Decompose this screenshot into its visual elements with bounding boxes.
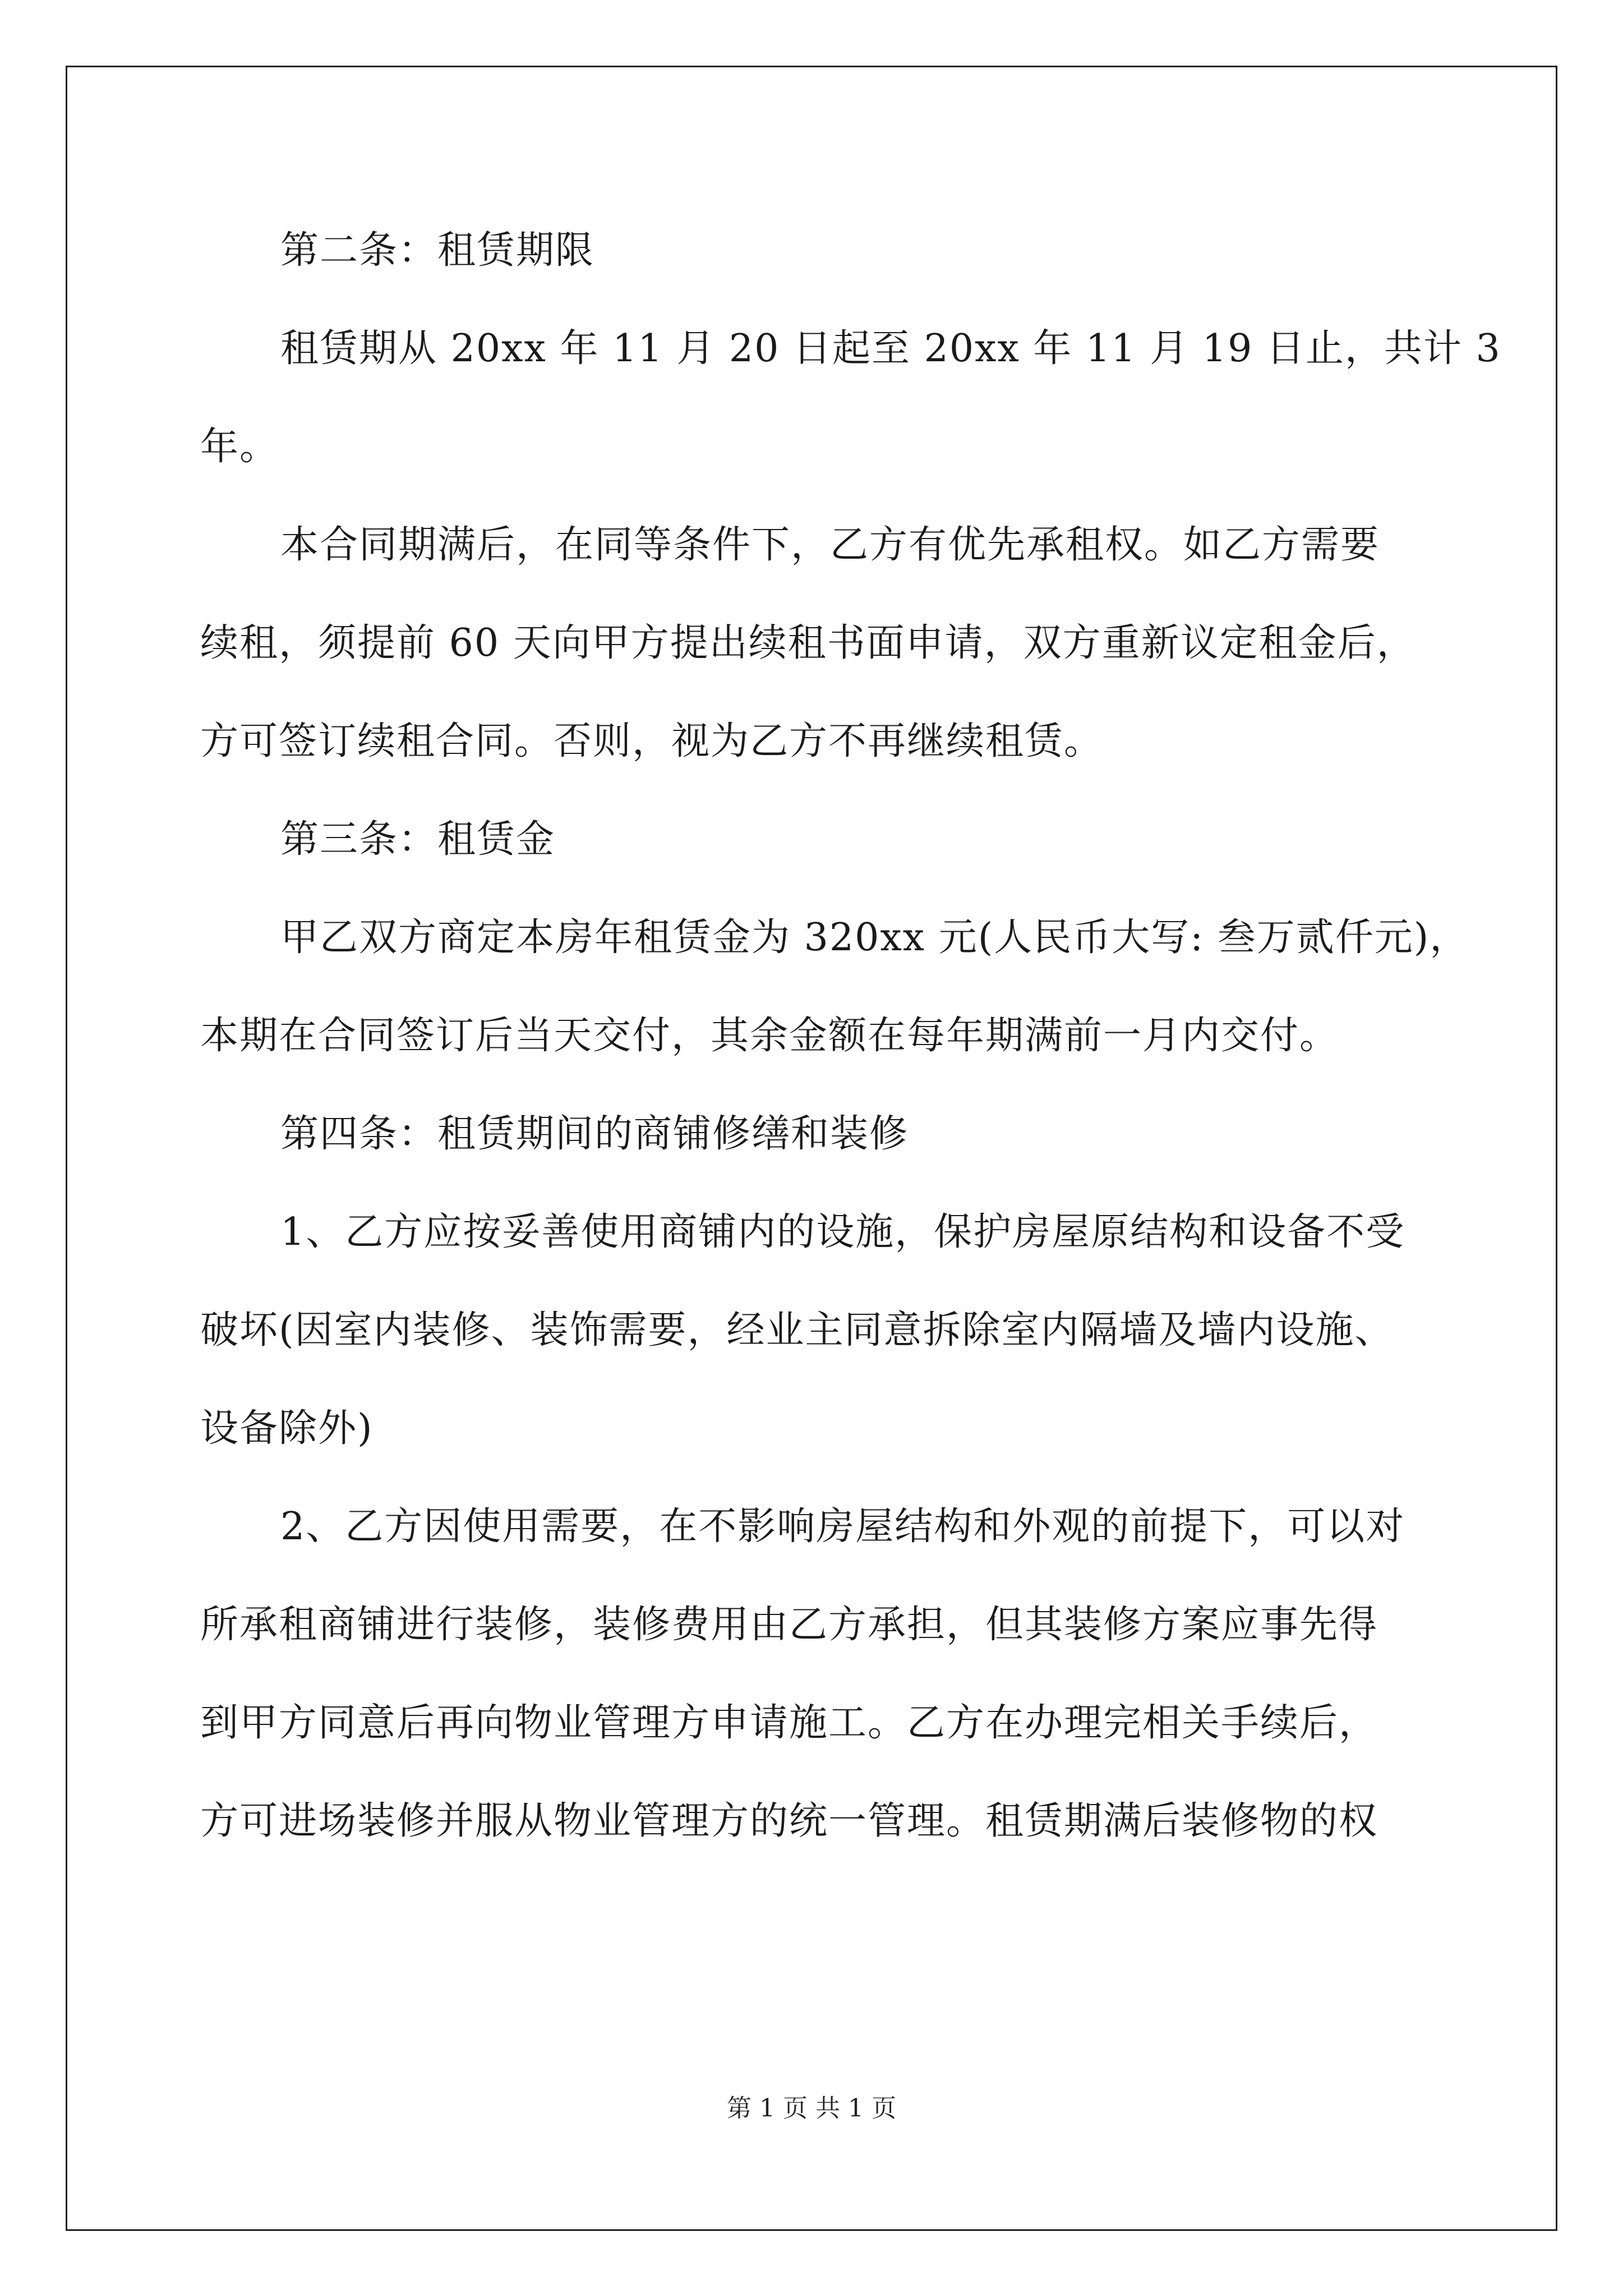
line-renewal-1: 本合同期满后，在同等条件下，乙方有优先承租权。如乙方需要 xyxy=(280,523,1380,567)
line-lease-term-cont: 年。 xyxy=(200,425,279,469)
line-item-1-c: 设备除外) xyxy=(200,1406,374,1451)
line-article-4-heading: 第四条：租赁期间的商铺修缮和装修 xyxy=(280,1112,909,1156)
line-renewal-2: 续租，须提前 60 天向甲方提出续租书面申请，双方重新议定租金后， xyxy=(200,621,1416,665)
line-item-1-a: 1、乙方应按妥善使用商铺内的设施，保护房屋原结构和设备不受 xyxy=(280,1210,1405,1254)
line-item-2-a: 2、乙方因使用需要，在不影响房屋结构和外观的前提下，可以对 xyxy=(280,1504,1405,1549)
line-article-3-heading: 第三条：租赁金 xyxy=(280,817,556,862)
line-item-2-c: 到甲方同意后再向物业管理方申请施工。乙方在办理完相关手续后， xyxy=(200,1701,1378,1745)
line-item-1-b: 破坏(因室内装修、装饰需要，经业主同意拆除室内隔墙及墙内设施、 xyxy=(200,1308,1394,1352)
line-renewal-3: 方可签订续租合同。否则，视为乙方不再继续租赁。 xyxy=(200,719,1104,763)
page-number-footer: 第 1 页 共 1 页 xyxy=(727,2094,896,2123)
line-article-2-heading: 第二条：租赁期限 xyxy=(280,228,595,273)
line-item-2-b: 所承租商铺进行装修，装修费用由乙方承担，但其装修方案应事先得 xyxy=(200,1603,1378,1647)
line-lease-term: 租赁期从 20xx 年 11 月 20 日起至 20xx 年 11 月 19 日止，共计 3 xyxy=(280,326,1501,371)
line-rent-payment: 本期在合同签订后当天交付，其余金额在每年期满前一月内交付。 xyxy=(200,1014,1339,1058)
line-item-2-d: 方可进场装修并服从物业管理方的统一管理。租赁期满后装修物的权 xyxy=(200,1799,1378,1843)
line-rent-amount: 甲乙双方商定本房年租赁金为 320xx 元(人民币大写: 叁万贰仟元)， xyxy=(280,915,1469,960)
